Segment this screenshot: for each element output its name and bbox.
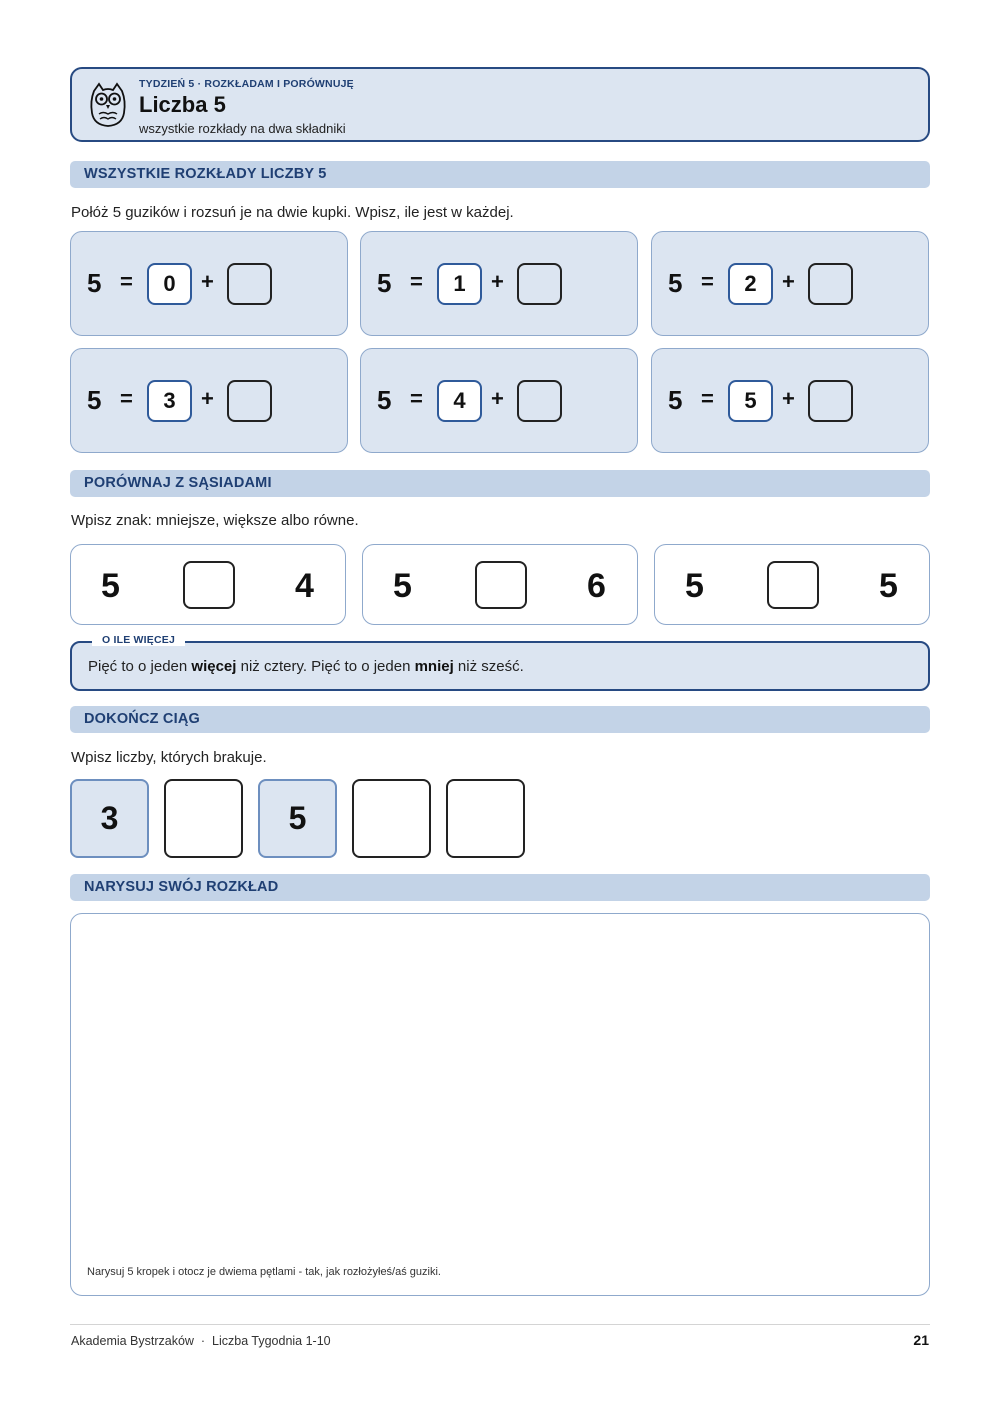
sign-answer-box[interactable] <box>767 561 819 609</box>
total-number: 5 <box>377 268 392 298</box>
given-addend: 4 <box>437 380 482 422</box>
given-addend: 2 <box>728 263 773 305</box>
equals-sign: = <box>701 386 714 411</box>
total-number: 5 <box>668 268 683 298</box>
instruction-sequence: Wpisz liczby, których brakuje. <box>71 749 267 766</box>
answer-box[interactable] <box>517 263 562 305</box>
total-number: 5 <box>87 385 102 415</box>
drawing-instruction: Narysuj 5 kropek i otocz je dwiema pętlami - tak, jak rozłożyłeś/aś guziki. <box>87 1266 441 1278</box>
section-heading-compare <box>70 470 930 497</box>
tip-text-part: niż cztery. Pięć to o jeden <box>236 658 415 675</box>
sequence-given-cell: 3 <box>70 779 149 858</box>
left-number: 5 <box>101 567 120 605</box>
section-heading-text: PORÓWNAJ Z SĄSIADAMI <box>84 475 272 491</box>
page-subtitle: wszystkie rozkłady na dwa składniki <box>139 121 346 136</box>
tip-label: O ILE WIĘCEJ <box>92 634 185 646</box>
given-addend: 5 <box>728 380 773 422</box>
section-heading-sequence <box>70 706 930 733</box>
equals-sign: = <box>410 269 423 294</box>
answer-box[interactable] <box>227 380 272 422</box>
given-addend: 3 <box>147 380 192 422</box>
sign-answer-box[interactable] <box>475 561 527 609</box>
left-number: 5 <box>393 567 412 605</box>
decomposition-card <box>651 231 929 336</box>
answer-box[interactable] <box>227 263 272 305</box>
tip-text-part: niż sześć. <box>453 658 524 675</box>
tip-text-part: Pięć to o jeden <box>88 658 192 675</box>
decomposition-card <box>360 231 638 336</box>
section-heading-text: NARYSUJ SWÓJ ROZKŁAD <box>84 879 279 895</box>
given-addend: 1 <box>437 263 482 305</box>
total-number: 5 <box>668 385 683 415</box>
total-number: 5 <box>87 268 102 298</box>
comparison-card <box>70 544 346 625</box>
section-heading-text: WSZYSTKIE ROZKŁADY LICZBY 5 <box>84 166 327 182</box>
page-number: 21 <box>913 1332 929 1348</box>
section-heading-decompose <box>70 161 930 188</box>
tip-box <box>70 634 930 691</box>
comparison-card <box>654 544 930 625</box>
plus-sign: + <box>201 386 214 411</box>
sequence-given-cell: 5 <box>258 779 337 858</box>
answer-box[interactable] <box>808 263 853 305</box>
plus-sign: + <box>782 386 795 411</box>
section-heading-text: DOKOŃCZ CIĄG <box>84 711 200 727</box>
plus-sign: + <box>491 269 504 294</box>
footer-divider <box>70 1324 930 1325</box>
right-number: 6 <box>587 567 606 605</box>
comparison-card <box>362 544 638 625</box>
page-title: Liczba 5 <box>139 92 226 117</box>
plus-sign: + <box>782 269 795 294</box>
equals-sign: = <box>120 269 133 294</box>
tip-text <box>88 658 524 675</box>
sequence-answer-cell[interactable] <box>164 779 243 858</box>
equals-sign: = <box>701 269 714 294</box>
left-number: 5 <box>685 567 704 605</box>
plus-sign: + <box>491 386 504 411</box>
sequence-answer-cell[interactable] <box>446 779 525 858</box>
plus-sign: + <box>201 269 214 294</box>
equals-sign: = <box>410 386 423 411</box>
decomposition-card <box>70 348 348 453</box>
right-number: 5 <box>879 567 898 605</box>
tip-bold-more: więcej <box>191 658 237 675</box>
decomposition-card <box>70 231 348 336</box>
section-heading-draw <box>70 874 930 901</box>
answer-box[interactable] <box>517 380 562 422</box>
equals-sign: = <box>120 386 133 411</box>
right-number: 4 <box>295 567 314 605</box>
instruction-compare: Wpisz znak: mniejsze, większe albo równe. <box>71 512 359 529</box>
decomposition-card <box>360 348 638 453</box>
drawing-area[interactable] <box>70 913 930 1296</box>
total-number: 5 <box>377 385 392 415</box>
owl-icon <box>88 81 128 129</box>
decomposition-card <box>651 348 929 453</box>
header-card <box>70 67 930 142</box>
instruction-decompose: Połóż 5 guzików i rozsuń je na dwie kupki. Wpisz, ile jest w każdej. <box>71 204 514 221</box>
tip-bold-less: mniej <box>414 658 454 675</box>
answer-box[interactable] <box>808 380 853 422</box>
sign-answer-box[interactable] <box>183 561 235 609</box>
footer-title: Akademia Bystrzaków · Liczba Tygodnia 1-10 <box>71 1334 331 1348</box>
given-addend: 0 <box>147 263 192 305</box>
week-label: TYDZIEŃ 5 · ROZKŁADAM I PORÓWNUJĘ <box>139 78 354 90</box>
sequence-answer-cell[interactable] <box>352 779 431 858</box>
